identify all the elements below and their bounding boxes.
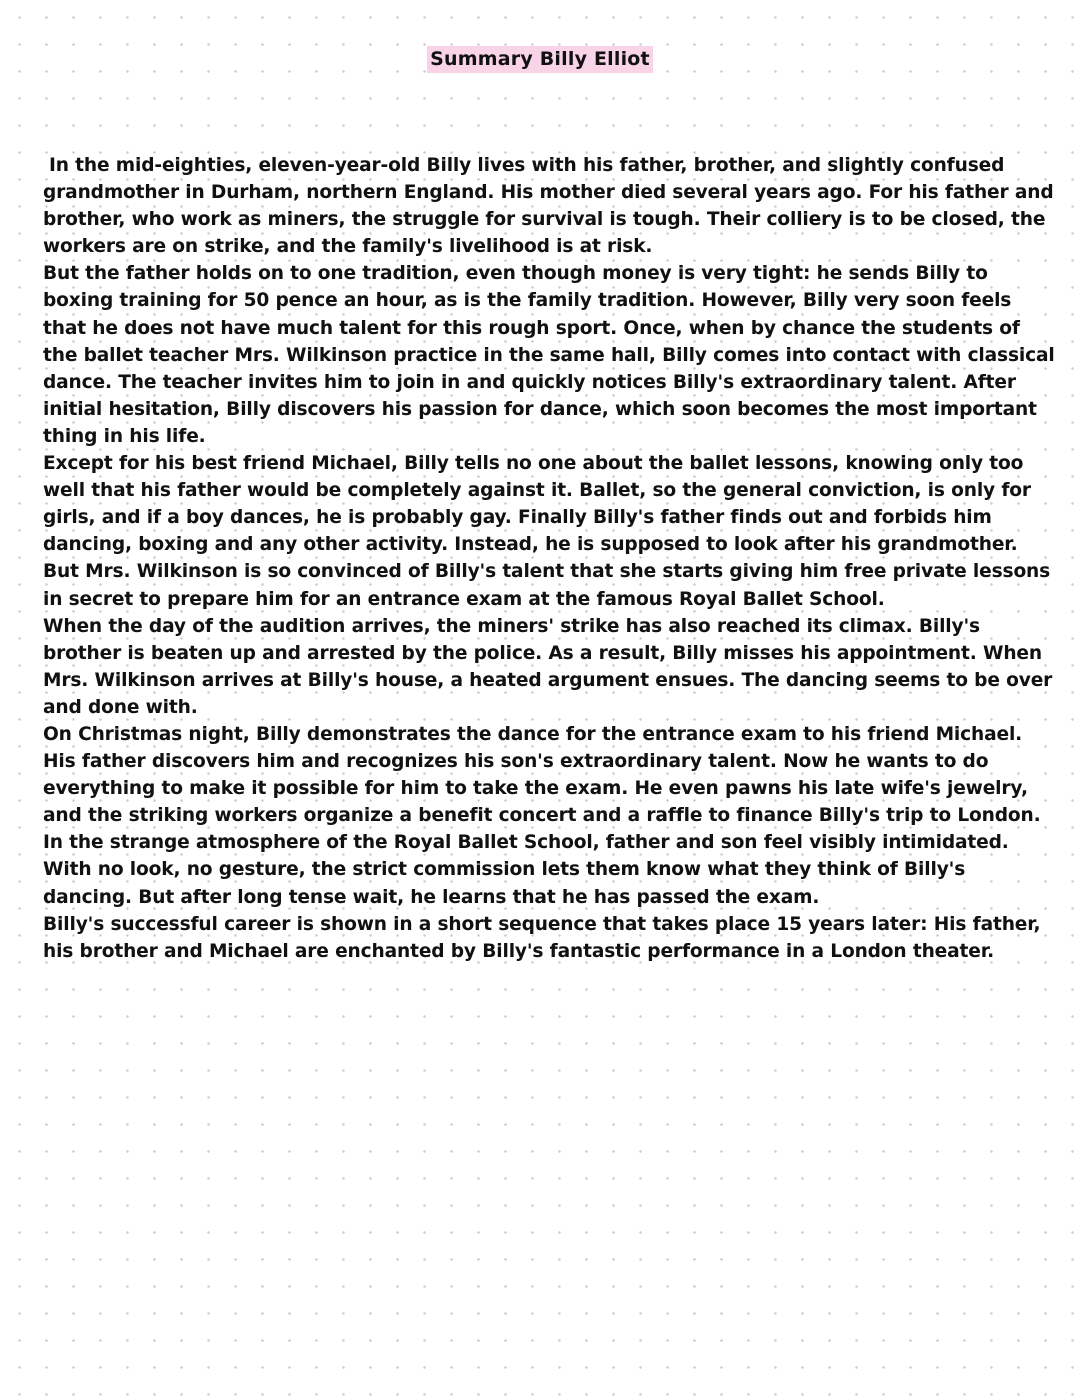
paragraph-royal-ballet-school: In the strange atmosphere of the Royal Ballet School, father and son feel visibly intimidated. With no look, no gesture, the strict commission lets them know what they think of Billy's dancing. But after long tense wait, he learns that he has passed the exam. [43,832,1009,908]
paragraph-career: Billy's successful career is shown in a short sequence that takes place 15 years later: His father, his brother and Michael are enchanted by Billy's fantastic performance in a London theater. [43,913,1041,962]
document-title: Summary Billy Elliot [427,46,653,73]
summary-body [43,152,1058,965]
title-container [0,46,1080,73]
paragraph-secret-lessons: Except for his best friend Michael, Billy tells no one about the ballet lessons, knowing only too well that his father would be completely against it. Ballet, so the general conviction, is only for girls, and if a boy dances, he is probably gay. Finally Billy's father finds out and forbids him dancing, boxing and any other activity. Instead, he is supposed to look after his grandmother. But Mrs. Wilkinson is so convinced of Billy's talent that she starts giving him free private lessons in secret to prepare him for an entrance exam at the famous Royal Ballet School. [43,453,1051,610]
paragraph-audition: When the day of the audition arrives, the miners' strike has also reached its climax. Billy's brother is beaten up and arrested by the police. As a result, Billy misses his appointment. When Mrs. Wilkinson arrives at Billy's house, a heated argument ensues. The dancing seems to be over and done with. [43,615,1053,718]
paragraph-boxing: But the father holds on to one tradition, even though money is very tight: he sends Billy to boxing training for 50 pence an hour, as is the family tradition. However, Billy very soon feels that he does not have much talent for this rough sport. Once, when by chance the students of the ballet teacher Mrs. Wilkinson practice in the same hall, Billy comes into contact with classical dance. The teacher invites him to join in and quickly notices Billy's extraordinary talent. After initial hesitation, Billy discovers his passion for dance, which soon becomes the most important thing in his life. [43,263,1055,447]
paragraph-intro: In the mid-eighties, eleven-year-old Billy lives with his father, brother, and slightly confused grandmother in Durham, northern England. His mother died several years ago. For his father and brother, who work as miners, the struggle for survival is tough. Their colliery is to be closed, the workers are on strike, and the family's livelihood is at risk. [43,155,1054,258]
paragraph-christmas: On Christmas night, Billy demonstrates the dance for the entrance exam to his friend Michael. His father discovers him and recognizes his son's extraordinary talent. Now he wants to do everything to make it possible for him to take the exam. He even pawns his late wife's jewelry, and the striking workers organize a benefit concert and a raffle to finance Billy's trip to London. [43,723,1041,827]
